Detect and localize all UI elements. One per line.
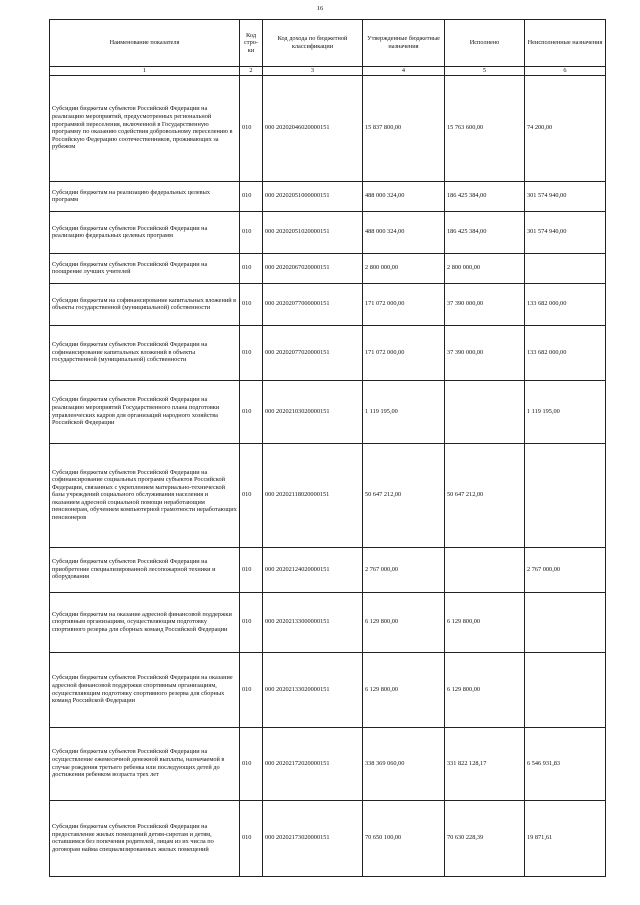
column-number: 1: [50, 67, 240, 76]
income-code: 000 20202051020000151: [263, 211, 363, 253]
executed-amount: 186 425 384,00: [445, 211, 525, 253]
indicator-name: Субсидии бюджетам субъектов Российской Федерации на софинансирование капитальных вложений в объекты государственной (муниципальной) собственности: [50, 325, 240, 380]
table-row: [50, 800, 606, 876]
indicator-name: Субсидии бюджетам субъектов Российской Федерации на реализацию мероприятий, предусмотренных региональной программой переселения, включенной в Государственную программу по оказанию содействия добровольному переселению в Российскую Федерацию соотечественников, проживающих за рубежом: [50, 75, 240, 181]
table-row: [50, 75, 606, 181]
executed-amount: 15 763 600,00: [445, 75, 525, 181]
table-row: [50, 592, 606, 652]
income-code: 000 20202051000000151: [263, 181, 363, 211]
executed-amount: [445, 380, 525, 443]
header-income-code: Код дохода по бюджетной классификации: [263, 20, 363, 67]
unexecuted-amount: 6 546 931,83: [525, 727, 606, 800]
table-row: [50, 325, 606, 380]
income-code: 000 20202077020000151: [263, 325, 363, 380]
table-row: [50, 253, 606, 283]
table-row: [50, 380, 606, 443]
table-row: [50, 443, 606, 547]
column-number: 4: [363, 67, 445, 76]
indicator-name: Субсидии бюджетам субъектов Российской Федерации на софинансирование социальных программ субъектов Российской Федерации, связанных с укреплением материально-технической базы учреждений социального обслуживания населения и оказанием адресной социальной помощи неработающим пенсионерам, обучением компьютерной грамотности неработающих пенсионеров: [50, 443, 240, 547]
executed-amount: 70 630 228,39: [445, 800, 525, 876]
executed-amount: 50 647 212,00: [445, 443, 525, 547]
unexecuted-amount: [525, 443, 606, 547]
approved-amount: 1 119 195,00: [363, 380, 445, 443]
indicator-name: Субсидии бюджетам субъектов Российской Федерации на оказание адресной финансовой поддержки спортивным организациям, осуществляющим подготовку спортивного резерва для сборных команд Российской Федерации: [50, 652, 240, 727]
executed-amount: 2 800 000,00: [445, 253, 525, 283]
unexecuted-amount: 1 119 195,00: [525, 380, 606, 443]
line-code: 010: [240, 727, 263, 800]
executed-amount: 37 390 000,00: [445, 325, 525, 380]
header-unexecuted: Неисполненные назначения: [525, 20, 606, 67]
line-code: 010: [240, 325, 263, 380]
executed-amount: [445, 547, 525, 592]
indicator-name: Субсидии бюджетам субъектов Российской Федерации на приобретение специализированной лесопожарной техники и оборудования: [50, 547, 240, 592]
income-code: 000 20202103020000151: [263, 380, 363, 443]
budget-execution-table: [49, 19, 606, 877]
indicator-name: Субсидии бюджетам субъектов Российской Федерации на реализацию мероприятий Государственного плана подготовки управленческих кадров для организаций народного хозяйства Российской Федерации: [50, 380, 240, 443]
page-number: 16: [316, 5, 324, 12]
income-code: 000 20202077000000151: [263, 283, 363, 325]
approved-amount: 171 072 000,00: [363, 325, 445, 380]
unexecuted-amount: [525, 652, 606, 727]
executed-amount: 186 425 384,00: [445, 181, 525, 211]
unexecuted-amount: 133 682 000,00: [525, 325, 606, 380]
income-code: 000 20202173020000151: [263, 800, 363, 876]
unexecuted-amount: 19 871,61: [525, 800, 606, 876]
approved-amount: 70 650 100,00: [363, 800, 445, 876]
indicator-name: Субсидии бюджетам субъектов Российской Федерации на поощрение лучших учителей: [50, 253, 240, 283]
approved-amount: 488 000 324,00: [363, 211, 445, 253]
header-approved: Утвержденные бюджетные назначения: [363, 20, 445, 67]
header-line-code: Код стро-ки: [240, 20, 263, 67]
table-header-row: [50, 20, 606, 67]
unexecuted-amount: 301 574 940,00: [525, 211, 606, 253]
approved-amount: 2 800 000,00: [363, 253, 445, 283]
header-name: Наименование показателя: [50, 20, 240, 67]
indicator-name: Субсидии бюджетам субъектов Российской Федерации на предоставление жилых помещений детям-сиротам и детям, оставшимся без попечения родителей, лицам из их числа по договорам найма специализированных жилых помещений: [50, 800, 240, 876]
table-row: [50, 211, 606, 253]
table-row: [50, 181, 606, 211]
line-code: 010: [240, 75, 263, 181]
table-row: [50, 547, 606, 592]
income-code: 000 20202046020000151: [263, 75, 363, 181]
column-number: 5: [445, 67, 525, 76]
executed-amount: 331 822 128,17: [445, 727, 525, 800]
indicator-name: Субсидии бюджетам на оказание адресной финансовой поддержки спортивным организациям, осуществляющим подготовку спортивного резерва для сборных команд Российской Федерации: [50, 592, 240, 652]
indicator-name: Субсидии бюджетам субъектов Российской Федерации на реализацию федеральных целевых программ: [50, 211, 240, 253]
unexecuted-amount: [525, 592, 606, 652]
approved-amount: 6 129 800,00: [363, 592, 445, 652]
table-row: [50, 727, 606, 800]
approved-amount: 6 129 800,00: [363, 652, 445, 727]
income-code: 000 20202118020000151: [263, 443, 363, 547]
unexecuted-amount: 74 200,00: [525, 75, 606, 181]
indicator-name: Субсидии бюджетам на софинансирование капитальных вложений в объекты государственной (муниципальной) собственности: [50, 283, 240, 325]
unexecuted-amount: 133 682 000,00: [525, 283, 606, 325]
table-row: [50, 652, 606, 727]
line-code: 010: [240, 592, 263, 652]
income-code: 000 20202133000000151: [263, 592, 363, 652]
line-code: 010: [240, 800, 263, 876]
executed-amount: 37 390 000,00: [445, 283, 525, 325]
income-code: 000 20202124020000151: [263, 547, 363, 592]
indicator-name: Субсидии бюджетам субъектов Российской Федерации на осуществление ежемесячной денежной выплаты, назначаемой в случае рождения третьего ребенка или последующих детей до достижения ребенком возраста трех лет: [50, 727, 240, 800]
line-code: 010: [240, 652, 263, 727]
column-number-row: [50, 67, 606, 76]
approved-amount: 338 369 060,00: [363, 727, 445, 800]
income-code: 000 20202067020000151: [263, 253, 363, 283]
line-code: 010: [240, 380, 263, 443]
column-number: 2: [240, 67, 263, 76]
income-code: 000 20202133020000151: [263, 652, 363, 727]
income-code: 000 20202172020000151: [263, 727, 363, 800]
unexecuted-amount: 2 767 000,00: [525, 547, 606, 592]
approved-amount: 488 000 324,00: [363, 181, 445, 211]
line-code: 010: [240, 283, 263, 325]
executed-amount: 6 129 800,00: [445, 652, 525, 727]
approved-amount: 171 072 000,00: [363, 283, 445, 325]
line-code: 010: [240, 547, 263, 592]
table-row: [50, 283, 606, 325]
column-number: 3: [263, 67, 363, 76]
executed-amount: 6 129 800,00: [445, 592, 525, 652]
header-executed: Исполнено: [445, 20, 525, 67]
line-code: 010: [240, 253, 263, 283]
column-number: 6: [525, 67, 606, 76]
unexecuted-amount: [525, 253, 606, 283]
line-code: 010: [240, 211, 263, 253]
line-code: 010: [240, 443, 263, 547]
approved-amount: 15 837 800,00: [363, 75, 445, 181]
approved-amount: 2 767 000,00: [363, 547, 445, 592]
indicator-name: Субсидии бюджетам на реализацию федеральных целевых программ: [50, 181, 240, 211]
line-code: 010: [240, 181, 263, 211]
unexecuted-amount: 301 574 940,00: [525, 181, 606, 211]
approved-amount: 50 647 212,00: [363, 443, 445, 547]
